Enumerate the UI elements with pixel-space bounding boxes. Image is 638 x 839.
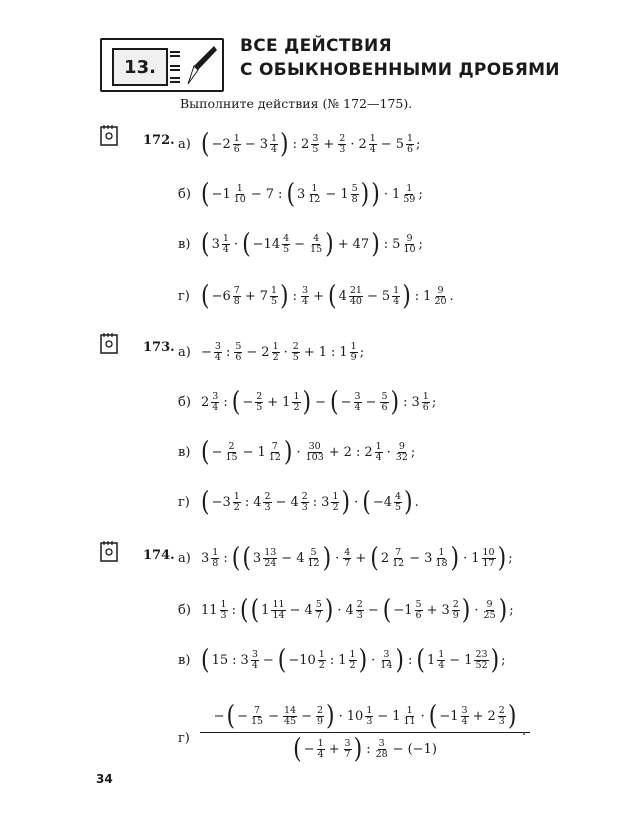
notepad-icon — [100, 332, 118, 354]
notebook-rings-icon — [168, 44, 182, 86]
expression-174a: а) 3 $\frac{1}{8}$ : ( ( 3 $\frac{13}{24}$ − 4 $\frac{5}{12}$ ) · $\frac{4}{7}$ + ( 2 $\frac{7}{12}$ − 3 $\frac{1}{18}$ ) · 1 $\frac{10}{17}$ ) ; — [178, 542, 513, 574]
item-label: б) — [178, 186, 191, 202]
title-line-2: С ОБЫКНОВЕННЫМИ ДРОБЯМИ — [240, 60, 560, 80]
expression-173v: в) ( − $\frac{2}{15}$ − 1 $\frac{7}{12}$ ) · $\frac{30}{103}$ + 2 : 2 $\frac{1}{4}$ · $\frac{9}{32}$ ; — [178, 436, 416, 468]
item-label: в) — [178, 444, 191, 460]
problem-number-173: 173. — [143, 340, 175, 355]
expression-173g: г) ( −3 $\frac{1}{2}$ : 4 $\frac{2}{3}$ − 4 $\frac{2}{3}$ : 3 $\frac{1}{2}$ ) · ( −4 $\frac{4}{5}$ ) . — [178, 486, 419, 518]
problem-number-174: 174. — [143, 548, 175, 563]
expression-172a: а) ( −2 $\frac{1}{6}$ − 3 $\frac{1}{4}$ ) : 2 $\frac{3}{5}$ + $\frac{2}{3}$ · 2 $\frac{1}{4}$ − 5 $\frac{1}{6}$ ; — [178, 128, 421, 160]
section-header — [100, 34, 570, 96]
notepad-icon — [100, 124, 118, 146]
item-label: а) — [178, 550, 191, 566]
item-label: в) — [178, 652, 191, 668]
item-label: г) — [178, 494, 190, 510]
problem-number-172: 172. — [143, 133, 175, 148]
expression-173b: б) 2 $\frac{3}{4}$ : ( − $\frac{2}{5}$ + 1 $\frac{1}{2}$ ) − ( − $\frac{3}{4}$ − $\frac{5}{6}$ ) : 3 $\frac{1}{6}$ ; — [178, 386, 437, 418]
item-label: б) — [178, 602, 191, 618]
item-label: а) — [178, 136, 191, 152]
expression-174g — [200, 700, 530, 765]
expression-172g: г) ( −6 $\frac{7}{8}$ + 7 $\frac{1}{5}$ ) : $\frac{3}{4}$ + ( 4 $\frac{21}{40}$ − 5 $\frac{1}{4}$ ) : 1 $\frac{9}{20}$ . — [178, 280, 454, 312]
compound-numerator: − ( − $\frac{7}{15}$ − $\frac{14}{45}$ − $\frac{2}{9}$ ) · 10 $\frac{1}{3}$ − 1 $\frac{1}{11}$ · ( −1 $\frac{3}{4}$ + 2 $\frac{2}{3}$ ) — [213, 700, 517, 732]
section-title — [240, 34, 570, 82]
notepad-icon — [100, 540, 118, 562]
item-label: а) — [178, 344, 191, 360]
end-period: . — [522, 724, 527, 739]
item-label: г) — [178, 288, 190, 304]
section-number: 13. — [112, 48, 168, 86]
expression-174v: в) ( 15 : 3 $\frac{3}{4}$ − ( −10 $\frac{1}{2}$ : 1 $\frac{1}{2}$ ) · $\frac{3}{14}$ ) : ( 1 $\frac{1}{4}$ − 1 $\frac{23}{52}$ ) ; — [178, 644, 506, 676]
pencil-icon — [184, 44, 218, 86]
instruction-text: Выполните действия (№ 172—175). — [180, 96, 413, 111]
expression-172v: в) ( 3 $\frac{1}{4}$ · ( −14 $\frac{4}{5}$ − $\frac{4}{15}$ ) + 47 ) : 5 $\frac{9}{10}$ ; — [178, 228, 423, 260]
section-badge — [100, 38, 224, 92]
item-label: г) — [178, 730, 190, 746]
expression-173a: а) − $\frac{3}{4}$ : $\frac{5}{6}$ − 2 $\frac{1}{2}$ · $\frac{2}{5}$ + 1 : 1 $\frac{1}{9}$ ; — [178, 340, 365, 363]
item-label: в) — [178, 236, 191, 252]
compound-denominator: ( − $\frac{1}{4}$ + $\frac{3}{7}$ ) : $\frac{3}{28}$ − (−1) — [293, 733, 437, 765]
expression-174b: б) 11 $\frac{1}{3}$ : ( ( 1 $\frac{11}{14}$ − 4 $\frac{5}{7}$ ) · 4 $\frac{2}{3}$ − ( −1 $\frac{5}{6}$ + 3 $\frac{2}{9}$ ) · $\frac{9}{25}$ ) ; — [178, 594, 514, 626]
title-line-1: ВСЕ ДЕЙСТВИЯ — [240, 36, 392, 56]
expression-174g-label — [178, 722, 200, 754]
page-number: 34 — [96, 772, 113, 786]
item-label: б) — [178, 394, 191, 410]
expression-172b: б) ( −1 $\frac{1}{10}$ − 7 : ( 3 $\frac{1}{12}$ − 1 $\frac{5}{8}$ ) ) · 1 $\frac{1}{59}$ ; — [178, 178, 423, 210]
